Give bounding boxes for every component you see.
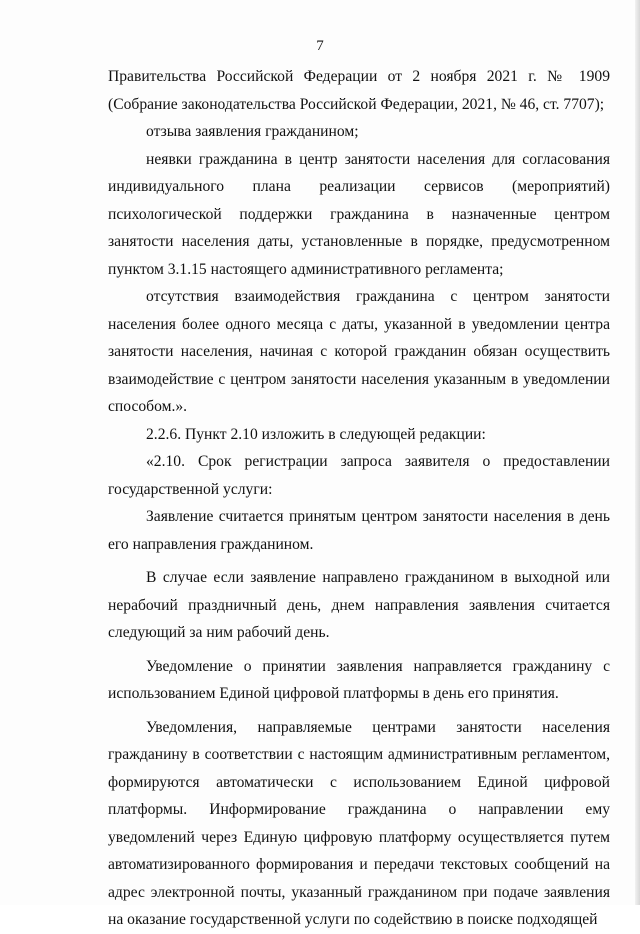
page-number: 7 — [316, 38, 324, 54]
paragraph-no-interaction: отсутствия взаимодействия гражданина с центром занятости населения более одного месяца с даты, указанной в уведомлении центра занятости населения, начиная с которой гражданин обязан осуществить взаимодействие с центром занятости населения указанным в уведомлении способом.». — [108, 288, 610, 415]
paragraph-acceptance-notice: Уведомление о принятии заявления направляется гражданину с использованием Единой цифровой платформы в день его принятия. — [108, 657, 610, 702]
paragraph-continuation: Правительства Российской Федерации от 2 ноября 2021 г. № 1909 (Собрание законодательства Российской Федерации, 2021, № 46, ст. 7707); — [108, 68, 610, 113]
paragraph-application-accepted: Заявление считается принятым центром занятости населения в день его направления гражданином. — [108, 508, 610, 553]
paragraph-clause-2-10: «2.10. Срок регистрации запроса заявителя о предоставлении государственной услуги: — [108, 453, 610, 498]
document-body — [108, 63, 610, 934]
paragraph-holiday-rule: В случае если заявление направлено гражданином в выходной или нерабочий праздничный день, днем направления заявления считается следующий за ним рабочий день. — [108, 569, 610, 641]
scan-edge — [635, 0, 640, 905]
paragraph-withdrawal: отзыва заявления гражданином; — [146, 123, 359, 140]
paragraph-non-appearance: неявки гражданина в центр занятости населения для согласования индивидуального плана реализации сервисов (мероприятий) психологической поддержки гражданина в назначенные центром занятости населения даты, установленные в порядке, предусмотренном пунктом 3.1.15 настоящего административного регламента; — [108, 150, 610, 278]
paragraph-notifications: Уведомления, направляемые центрами занятости населения гражданину в соответствии с настоящим административным регламентом, формируются автоматически с использованием Единой цифровой платформы. Информирование гражданина о направлении ему уведомлений через Единую цифровую платформу осуществляется путем автоматизированного формирования и передачи текстовых сообщений на адрес электронной почты, указанный гражданином при подаче заявления на оказание государственной услуги по содействию в поиске подходящей — [108, 718, 610, 928]
paragraph-clause-2-2-6: 2.2.6. Пункт 2.10 изложить в следующей редакции: — [146, 425, 486, 443]
